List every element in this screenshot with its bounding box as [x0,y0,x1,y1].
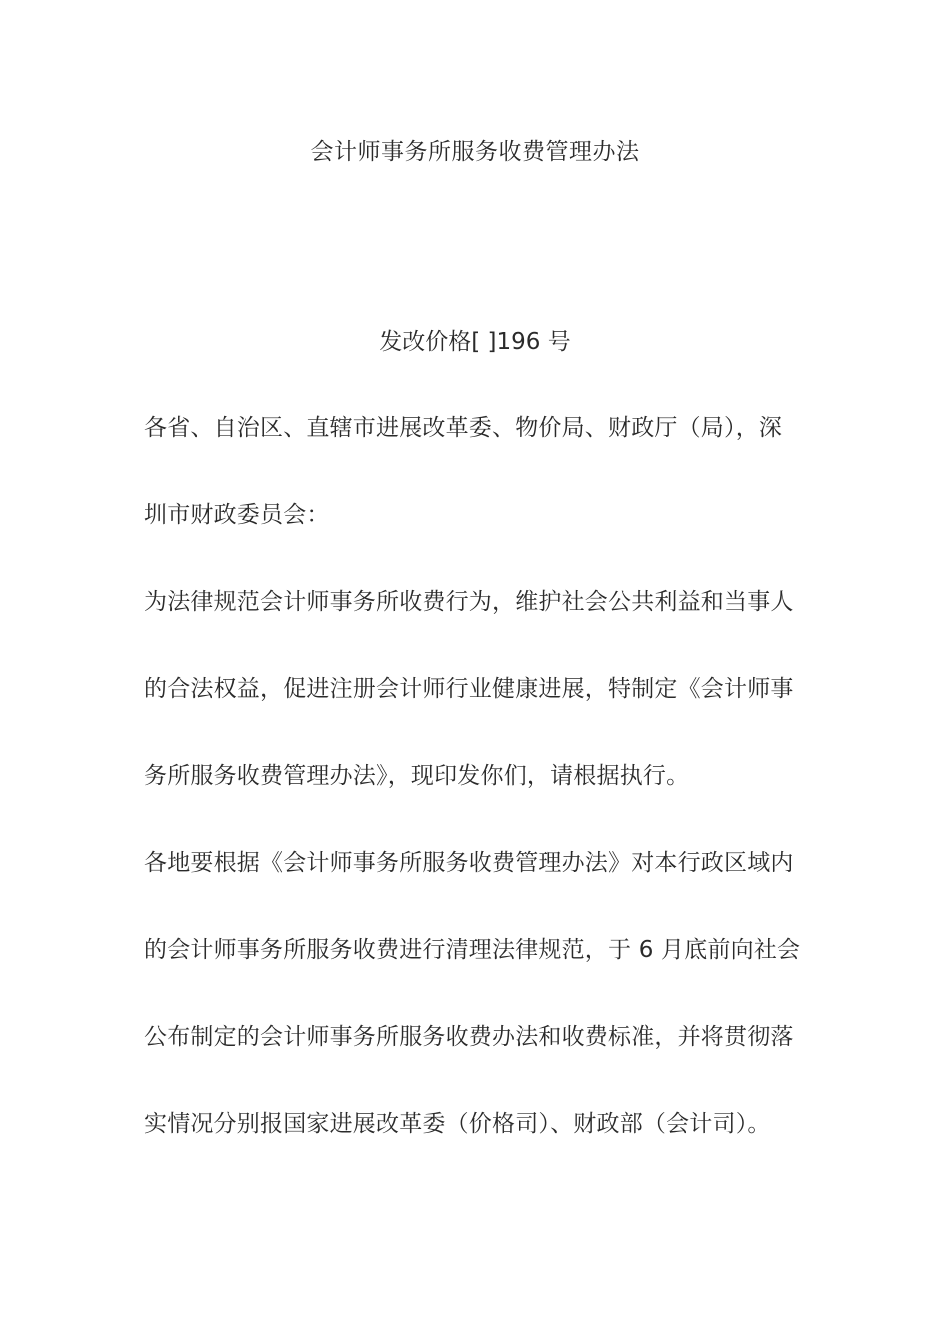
body-line-5: 务所服务收费管理办法》，现印发你们，请根据执行。 [144,763,690,789]
body-line-2: 圳市财政委员会： [144,502,330,528]
body-line-8: 公布制定的会计师事务所服务收费办法和收费标准，并将贯彻落 [144,1024,794,1050]
document-number: 发改价格[ ]196 号 [379,329,571,355]
body-line-3: 为法律规范会计师事务所收费行为，维护社会公共利益和当事人 [144,589,794,615]
body-line-6: 各地要根据《会计师事务所服务收费管理办法》对本行政区域内 [144,850,794,876]
body-line-4: 的合法权益，促进注册会计师行业健康进展，特制定《会计师事 [144,676,794,702]
body-line-1: 各省、自治区、直辖市进展改革委、物价局、财政厅（局），深 [144,415,783,441]
body-line-7: 的会计师事务所服务收费进行清理法律规范，于 6 月底前向社会 [144,937,801,963]
body-line-9: 实情况分别报国家进展改革委（价格司）、财政部（会计司）。 [144,1111,771,1137]
document-title: 会计师事务所服务收费管理办法 [310,139,640,165]
